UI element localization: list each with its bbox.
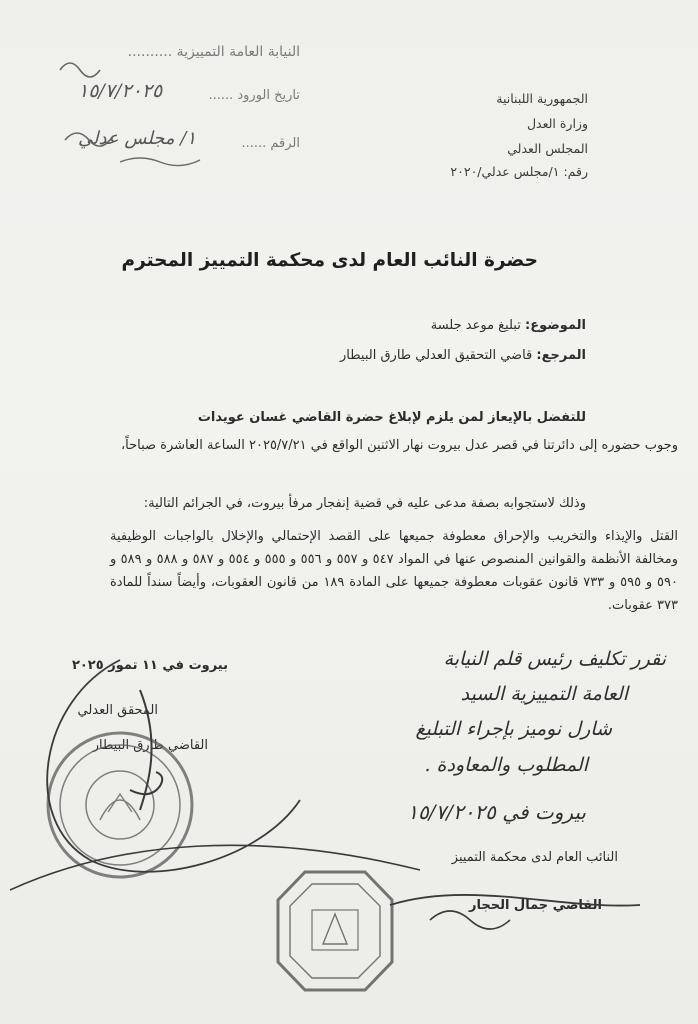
handwritten-note-line3: شارل نوميز بإجراء التبليغ	[415, 718, 612, 740]
prosecutor-role: النائب العام لدى محكمة التمييز	[451, 850, 618, 865]
prosecutor-name: القاضي جمال الحجار	[468, 898, 602, 913]
subject-value: تبليغ موعد جلسة	[430, 318, 521, 333]
ministry-line: وزارة العدل	[526, 116, 588, 131]
office-header: النيابة العامة التمييزية ..........	[127, 44, 300, 60]
reference-number: رقم: ١/مجلس عدلي/٢٠٢٠	[450, 164, 588, 179]
reference-value: قاضي التحقيق العدلي طارق البيطار	[340, 348, 533, 363]
republic-line: الجمهورية اللبنانية	[496, 91, 588, 106]
handwritten-note-line1: نقرر تكليف رئيس قلم النيابة	[443, 648, 666, 670]
received-date-handwritten: ١٥/٧/٢٠٢٥	[78, 80, 163, 102]
crimes-paragraph: القتل والإيذاء والتخريب والإحراق معطوفة جميعها على القصد الإحتمالي والإخلال بالواجبات الوظيفية ومخالفة الأنظمة والقوانين المنصوص عنها في المواد ٥٤٧ و ٥٥٧ و ٥٥٦ و ٥٥٥ و ٥٥٤ و ٥٨٧ و ٥٨٨ و ٥٨٩ و ٥٩٠ و ٥٩٥ و ٧٣٣ قانون عقوبات معطوفة جميعها على المادة ١٨٩ من قانون العقوبات، وأيضاً سنداً للمادة ٣٧٣ عقوبات.	[110, 529, 678, 613]
received-date-label: تاريخ الورود ......	[208, 88, 300, 103]
council-line: المجلس العدلي	[507, 141, 588, 156]
request-line: للتفضل بالإيعاز لمن يلزم لإبلاغ حضرة القاضي غسان عويدات	[197, 410, 586, 425]
reference-label: المرجع:	[536, 348, 586, 363]
investigator-date: بيروت في ١١ تموز ٢٠٢٥	[71, 658, 228, 673]
subject-label: الموضوع:	[525, 318, 586, 333]
ministry-octagon-stamp	[278, 872, 392, 990]
summons-paragraph: وجوب حضوره إلى دائرتنا في قصر عدل بيروت نهار الاثنين الواقع في ٢٠٢٥/٧/٢١ الساعة العاشرة صباحاً،	[120, 438, 678, 453]
addressee-title: حضرة النائب العام لدى محكمة التمييز المحترم	[121, 250, 538, 271]
number-handwritten: ١/ مجلس عدلي	[78, 128, 197, 149]
handwritten-note-line4: المطلوب والمعاودة .	[424, 754, 588, 776]
handwritten-note-date: بيروت في ١٥/٧/٢٠٢٥	[407, 800, 586, 824]
handwritten-note-line2: العامة التمييزية السيد	[460, 683, 628, 705]
prosecutor-signature	[390, 895, 640, 929]
investigator-signature	[10, 660, 420, 890]
number-label: الرقم ......	[241, 136, 300, 151]
purpose-line: وذلك لاستجوابه بصفة مدعى عليه في قضية إنفجار مرفأ بيروت، في الجرائم التالية:	[143, 496, 586, 511]
investigator-role: المحقق العدلي	[77, 703, 158, 718]
investigator-name: القاضي طارق البيطار	[92, 738, 208, 753]
